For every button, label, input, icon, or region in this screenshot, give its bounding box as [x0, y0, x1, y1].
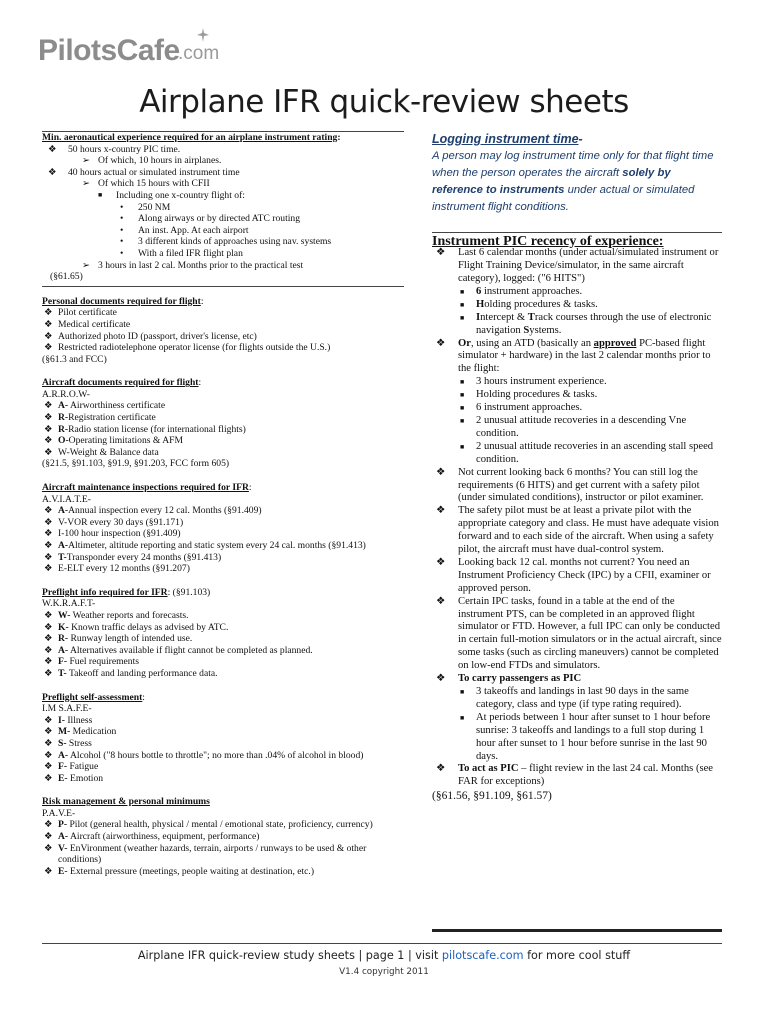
acronym-letter: T-: [58, 667, 67, 679]
list-item-text: Alcohol ("8 hours bottle to throttle"; no more than .04% of alcohol in blood): [68, 749, 364, 761]
list-item-text: – flight review in the last 24 cal. Months (see FAR for exceptions): [458, 763, 714, 788]
bullet-marker: ❖: [44, 505, 53, 517]
risk-list: [42, 819, 404, 877]
list-item-text: Transponder every 24 months (§91.413): [66, 551, 222, 563]
list-item-text: Last 6 calendar months (under actual/simulated instrument or Flight Training Device/simulator, in the same aircraft category), logged: ("6 HITS"): [458, 247, 719, 284]
right-column-rule: [432, 929, 722, 932]
list-item: [42, 178, 404, 190]
list-item: [42, 668, 404, 680]
list-item-text: I: [476, 311, 481, 323]
bullet-marker: •: [120, 236, 124, 248]
list-item: [42, 447, 404, 459]
min-experience-ref: (§61.65): [50, 271, 83, 283]
list-item: [42, 213, 404, 225]
list-item: [432, 247, 722, 286]
pilotscafe-link[interactable]: pilotscafe.com: [441, 949, 524, 962]
list-item: [432, 415, 722, 441]
bullet-marker: ❖: [436, 556, 446, 568]
list-item: [432, 686, 722, 712]
bullet-marker: ❖: [44, 540, 53, 551]
bullet-marker: ■: [460, 300, 465, 309]
bullet-marker: ❖: [48, 143, 57, 155]
maintenance-list: [42, 505, 404, 575]
list-item: [42, 610, 404, 622]
list-item: [432, 402, 722, 415]
bullet-marker: ❖: [44, 516, 53, 528]
preflight-info-heading: Preflight info required for IFR: [42, 586, 168, 598]
bullet-marker: ■: [460, 713, 465, 722]
risk-acronym: P.A.V.E-: [42, 807, 76, 819]
list-item: [42, 622, 404, 634]
bullet-marker: ❖: [44, 528, 53, 540]
pilotscafe-logo[interactable]: [38, 28, 258, 72]
bullet-marker: ❖: [436, 505, 446, 517]
maintenance-heading: Aircraft maintenance inspections required for IFR: [42, 482, 249, 494]
list-item: [42, 248, 404, 260]
page-title: Airplane IFR quick-review sheets: [139, 84, 629, 120]
self-assessment-section: Preflight self-assessment: I.M S.A.F.E- ❖ I- Illness ❖ M- Medication ❖ S- Stress ❖ A- Alcohol ("8 hours bottle to throttle"; no more than .04% of alcohol in blood) ❖ F- Fatigue ❖ E- Emotion: [42, 692, 404, 785]
list-item-text: An inst. App. At each airport: [138, 224, 249, 236]
recency-section: Instrument PIC recency of experience: ❖ Last 6 calendar months (under actual/simulated instrument or Flight Training Device/simulator, in the same aircraft category), logged: ("6 HITS") ■ 6 instrument approaches. ■ Holding procedures & tasks. ■ Intercept & Track courses through the use of electronic navigation Systems. ❖ Or, using an ATD (basically an approved PC-based flight simulator + hardware) in the last 2 calendar months prior to the flight: ■ 3 hours instrument experience. ■ Holding procedures & tasks. ■ 6 instrument approaches. ■ 2 unusual attitude recoveries in a descending Vne condition. ■ 2 unusual attitude recoveries in an ascending stall speed condition. ❖ Not current looking back 6 months? You can still log the requirements (6 HITS) and get current with a safety pilot (under simulated conditions), instructor or pilot examiner. ❖ The safety pilot must be at least a private pilot with the appropriate category and class. He must have adequate vision forward and to each side of the aircraft. When using a safety pilot, the aircraft must have dual-control system. ❖ Looking back 12 cal. months not current? You need an Instrument Proficiency Check (IPC) by a CFII, examiner or approved person. ❖ Certain IPC tasks, found in a table at the end of the instrument PTS, can be completed in an approved flight simulator or FTD. However, a full IPC can only be conducted in certain full-motion simulators or in the actual aircraft, since some tasks (such as circling maneuvers) cannot be completed on low-end FTDs and simulators. ❖ To carry passengers as PIC ■ 3 takeoffs and landings in last 90 days in the same category, class and type (if type rating required). ■ At periods between 1 hour after sunset to 1 hour before sunrise: 3 takeoffs and landings to a full stop during 1 hour after sunset to 1 hour before sunrise in the last 90 days. ❖ To act as PIC – flight review in the last 24 cal. Months (see FAR for exceptions) (§61.56, §91.109, §61.57): [432, 233, 722, 803]
list-item-text: Pilot (general health, physical / mental / emotional state, proficiency, currency): [67, 819, 373, 831]
list-item: [42, 400, 404, 412]
bullet-marker: ❖: [44, 656, 53, 668]
list-item-text: Medication: [70, 726, 117, 738]
bullet-marker: ❖: [44, 330, 53, 342]
list-item-text: W-Weight & Balance data: [58, 446, 159, 458]
preflight-info-acronym: W.K.R.A.F.T-: [42, 598, 96, 610]
list-item: [42, 843, 404, 866]
acronym-letter: W-: [58, 609, 71, 621]
list-item: [42, 225, 404, 237]
logo-dotcom: .com: [178, 43, 220, 64]
list-item-text: Annual inspection every 12 cal. Months (§91.409): [68, 505, 262, 517]
list-item-text: Operating limitations & AFM: [68, 435, 183, 447]
list-item: [432, 299, 722, 312]
recency-list: [432, 247, 722, 789]
list-item: [42, 540, 404, 552]
list-item: [42, 866, 404, 878]
bullet-marker: ❖: [436, 247, 446, 259]
bullet-marker: ❖: [436, 595, 446, 607]
bullet-marker: ■: [98, 190, 103, 199]
self-assessment-acronym: I.M S.A.F.E-: [42, 703, 92, 715]
list-item: [42, 202, 404, 214]
aircraft-docs-acronym: A.R.R.O.W-: [42, 388, 90, 400]
bullet-marker: ❖: [44, 400, 53, 412]
acronym-letter: V-: [58, 842, 68, 854]
list-item: [42, 505, 404, 517]
list-item-text: E-ELT every 12 months (§91.207): [58, 563, 190, 575]
list-item: [42, 260, 404, 272]
list-item: [432, 557, 722, 596]
list-item-text: Along airways or by directed ATC routing: [138, 213, 300, 225]
bullet-marker: ❖: [48, 166, 57, 178]
min-experience-heading: Min. aeronautical experience required for an airplane instrument rating: [42, 132, 338, 143]
min-experience-section: Min. aeronautical experience required for an airplane instrument rating: ❖ 50 hours x-country PIC time. ➢ Of which, 10 hours in airplanes. ❖ 40 hours actual or simulated instrument time ➢ Of which 15 hours with CFII ■ Including one x-country flight of: • 250 NM • Along airways or by directed ATC routing • An inst. App. At each airport • 3 different kinds of approaches using nav. systems • With a filed IFR flight plan ➢ 3 hours in last 2 cal. Months prior to the practical test (§61.65): [42, 131, 404, 287]
list-item: [42, 155, 404, 167]
aircraft-docs-list: [42, 400, 404, 458]
recency-heading: Instrument PIC recency of experience: [432, 233, 659, 249]
list-item-text: Not current looking back 6 months? You can still log the requirements (6 HITS) and get current with a safety pilot (under simulated conditions), instructor or pilot examiner.: [458, 466, 704, 504]
bullet-marker: •: [120, 201, 124, 213]
bullet-marker: ❖: [44, 446, 53, 458]
list-item-text: rack courses through the use of electronic navigation: [476, 311, 712, 336]
acronym-letter: E-: [58, 865, 68, 877]
acronym-letter: A-: [58, 749, 69, 761]
list-item: [432, 505, 722, 557]
list-item-text: Alternatives available if flight cannot be completed as planned.: [68, 644, 313, 656]
personal-docs-list: [42, 307, 404, 353]
list-item-text: 40 hours actual or simulated instrument time: [68, 166, 240, 178]
bullet-marker: ❖: [44, 633, 53, 645]
bullet-marker: ❖: [44, 749, 53, 761]
list-item-text: Authorized photo ID (passport, driver's license, etc): [58, 330, 257, 342]
personal-docs-section: Personal documents required for flight: ❖ Pilot certificate ❖ Medical certificate ❖ Authorized photo ID (passport, driver's license, etc) ❖ Restricted radiotelephone operator license (for flights outside the U.S.) (§61.3 and FCC): [42, 296, 404, 366]
list-item: [432, 376, 722, 389]
risk-heading: Risk management & personal minimums: [42, 796, 210, 808]
list-item-text: Or: [458, 337, 471, 349]
list-item: [42, 645, 404, 657]
bullet-marker: ❖: [44, 819, 53, 831]
bullet-marker: •: [120, 213, 124, 225]
acronym-letter: O-: [58, 435, 69, 447]
logo-brand: PilotsCafe: [38, 34, 180, 67]
right-column: [432, 134, 722, 803]
list-item-text: Holding procedures & tasks.: [476, 389, 598, 401]
list-item-text: Aircraft (airworthiness, equipment, performance): [68, 831, 260, 843]
aircraft-docs-ref: (§21.5, §91.103, §91.9, §91.203, FCC form 605): [42, 458, 230, 470]
list-item-text: To carry passengers as PIC: [458, 673, 582, 685]
bullet-marker: ■: [460, 416, 465, 425]
list-item: [42, 773, 404, 785]
list-item: [42, 831, 404, 843]
bullet-marker: ❖: [44, 435, 53, 447]
list-item: [432, 389, 722, 402]
list-item: [42, 331, 404, 343]
list-item: [432, 467, 722, 506]
acronym-letter: A-: [58, 831, 69, 843]
bullet-marker: ❖: [44, 737, 53, 749]
bullet-marker: ❖: [44, 609, 53, 621]
footer-text: Airplane IFR quick-review study sheets | page 1 | visit pilotscafe.com for more cool stuff: [137, 949, 631, 962]
list-item-text: Pilot certificate: [58, 307, 117, 319]
bullet-marker: ■: [460, 688, 465, 696]
list-item-text: Certain IPC tasks, found in a table at the end of the instrument PTS, can be completed in an approved flight simulator or FTD. However, a full IPC can only be conducted in certain full-motion simulators or in the actual aircraft, since some tasks (such as circling maneuvers) cannot be completed on low-end FTDs and simulators.: [458, 595, 722, 672]
list-item: [42, 726, 404, 738]
list-item-text: 3 takeoffs and landings in last 90 days in the same category, class and type (if type rating required).: [476, 686, 689, 710]
list-item-text: Restricted radiotelephone operator license (for flights outside the U.S.): [58, 342, 331, 354]
list-item-text: V-VOR every 30 days (§91.171): [58, 516, 184, 528]
list-item: [42, 715, 404, 727]
list-item: [42, 738, 404, 750]
list-item-text: Illness: [64, 714, 93, 726]
personal-docs-heading: Personal documents required for flight: [42, 295, 201, 307]
acronym-letter: R-: [58, 423, 69, 435]
list-item-text: 2 unusual attitude recoveries in a descending Vne condition.: [476, 414, 687, 439]
bullet-marker: ❖: [436, 337, 446, 349]
list-item-text: 3 hours instrument experience.: [476, 376, 607, 388]
list-item: [432, 763, 722, 789]
bullet-marker: ■: [460, 404, 465, 413]
list-item-text: 3 different kinds of approaches using nav. systems: [138, 236, 332, 248]
list-item-text: Radio station license (for international flights): [68, 423, 246, 435]
list-item-text: Runway length of intended use.: [68, 633, 193, 645]
self-assessment-list: [42, 715, 404, 785]
bullet-marker: ❖: [44, 667, 53, 679]
acronym-letter: M-: [58, 726, 71, 738]
acronym-letter: A-: [58, 400, 69, 412]
list-item: [42, 319, 404, 331]
acronym-letter: F-: [58, 656, 68, 668]
bullet-marker: ❖: [44, 772, 53, 784]
bullet-marker: ❖: [44, 412, 53, 424]
preflight-info-list: [42, 610, 404, 680]
list-item: [42, 144, 404, 156]
list-item: [42, 236, 404, 248]
copyright-text: V1.4 copyright 2011: [339, 967, 429, 977]
list-item: [42, 412, 404, 424]
bullet-marker: ❖: [44, 842, 53, 854]
bullet-marker: ➢: [82, 259, 91, 271]
recency-ref: (§61.56, §91.109, §61.57): [432, 790, 552, 803]
list-item-text: olding procedures & tasks.: [484, 298, 598, 310]
list-item-text: The safety pilot must be at least a private pilot with the appropriate category and class. He must have adequate vision forward and to each side of the aircraft. When using a safety pilot, the aircraft must have dual-control system.: [458, 505, 719, 556]
acronym-letter: P-: [58, 819, 68, 831]
bullet-marker: ❖: [44, 865, 53, 877]
acronym-letter: I-: [58, 714, 65, 726]
acronym-letter: K-: [58, 621, 69, 633]
maintenance-acronym: A.V.I.A.T.E-: [42, 493, 91, 505]
list-item: [42, 761, 404, 773]
bullet-marker: •: [120, 224, 124, 236]
list-item: [42, 307, 404, 319]
maintenance-section: Aircraft maintenance inspections required for IFR: A.V.I.A.T.E- ❖ A-Annual inspection every 12 cal. Months (§91.409) ❖ V-VOR every 30 days (§91.171) ❖ I-100 hour inspection (§91.409) ❖ A-Altimeter, altitude reporting and static system every 24 cal. months (§91.413) ❖ T-Transponder every 24 months (§91.413) ❖ E-ELT every 12 months (§91.207): [42, 482, 404, 575]
list-item: [42, 819, 404, 831]
airplane-icon: [196, 28, 210, 42]
bullet-marker: ❖: [44, 342, 53, 354]
acronym-letter: S-: [58, 737, 67, 749]
bullet-marker: ❖: [44, 644, 53, 656]
list-item: [42, 190, 404, 202]
list-item-text: approved: [593, 337, 637, 349]
bullet-marker: ❖: [44, 831, 53, 843]
bullet-marker: ■: [460, 378, 465, 387]
list-item-text: ystems.: [529, 324, 562, 336]
list-item-text: 50 hours x-country PIC time.: [68, 143, 181, 155]
risk-section: [42, 796, 404, 877]
bullet-marker: ❖: [44, 423, 53, 435]
list-item-text: Stress: [66, 737, 92, 749]
list-item: [42, 517, 404, 529]
bullet-marker: ❖: [44, 307, 53, 319]
bullet-marker: ❖: [44, 621, 53, 633]
personal-docs-ref: (§61.3 and FCC): [42, 353, 107, 365]
bullet-marker: •: [120, 247, 124, 259]
list-item: [432, 712, 722, 764]
bullet-marker: ❖: [436, 673, 446, 685]
aircraft-docs-section: Aircraft documents required for flight: A.R.R.O.W- ❖ A- Airworthiness certificate ❖ R-Registration certificate ❖ R-Radio station license (for international flights) ❖ O-Operating limitations & AFM ❖ W-Weight & Balance data (§21.5, §91.103, §91.9, §91.203, FCC form 605): [42, 377, 404, 470]
list-item-text: EnVironment (weather hazards, terrain, airports / runways to be used & other conditions): [58, 842, 367, 866]
list-item-text: Including one x-country flight of:: [116, 189, 245, 201]
list-item-text: Takeoff and landing performance data.: [66, 667, 218, 679]
list-item-text: Emotion: [67, 772, 104, 784]
left-column: [42, 131, 404, 877]
list-item-text: T: [527, 311, 535, 323]
list-item-text: Fuel requirements: [67, 656, 139, 668]
bullet-marker: ■: [460, 287, 465, 296]
list-item-text: 2 unusual attitude recoveries in an ascending stall speed condition.: [476, 440, 714, 465]
acronym-letter: F-: [58, 761, 68, 773]
list-item: [42, 633, 404, 645]
list-item: [42, 552, 404, 564]
list-item-text: Looking back 12 cal. months not current? You need an Instrument Proficiency Check (IPC) by a CFII, examiner or approved person.: [458, 556, 711, 594]
acronym-letter: A-: [58, 505, 69, 517]
list-item-text: To act as PIC: [458, 763, 519, 775]
list-item-text: Airworthiness certificate: [68, 400, 166, 412]
list-item-text: Medical certificate: [58, 318, 131, 330]
logging-text: A person may log instrument time only for that flight time when the person operates the aircraft solely by reference to instruments under actual or simulated instrument flight conditions.: [432, 149, 714, 213]
list-item: [42, 167, 404, 179]
bullet-marker: ■: [460, 391, 465, 400]
aircraft-docs-heading: Aircraft documents required for flight: [42, 377, 199, 389]
list-item-text: 3 hours in last 2 cal. Months prior to the practical test: [98, 259, 304, 271]
bullet-marker: ❖: [44, 563, 53, 575]
bullet-marker: ❖: [44, 318, 53, 330]
list-item: [42, 750, 404, 762]
list-item-text: Weather reports and forecasts.: [70, 609, 189, 621]
list-item-text: Of which, 10 hours in airplanes.: [98, 155, 222, 167]
list-item-text: ntercept &: [480, 311, 528, 323]
bullet-marker: ➢: [82, 155, 91, 167]
bullet-marker: ■: [460, 442, 465, 451]
acronym-letter: R-: [58, 633, 69, 645]
list-item: [42, 563, 404, 575]
list-item: [42, 424, 404, 436]
list-item-text: I-100 hour inspection (§91.409): [58, 528, 181, 540]
bullet-marker: ❖: [436, 763, 446, 775]
list-item-text: Of which 15 hours with CFII: [98, 178, 210, 190]
list-item-text: instrument approaches.: [481, 285, 583, 297]
list-item-text: 6 instrument approaches.: [476, 402, 583, 414]
bullet-marker: ❖: [44, 726, 53, 738]
list-item-text: S: [523, 324, 530, 336]
bullet-marker: ❖: [44, 551, 53, 563]
list-item-text: Registration certificate: [68, 412, 156, 424]
list-item: [432, 673, 722, 686]
preflight-info-section: Preflight info required for IFR: (§91.103) W.K.R.A.F.T- ❖ W- Weather reports and forecasts. ❖ K- Known traffic delays as advised by ATC. ❖ R- Runway length of intended use. ❖ A- Alternatives available if flight cannot be completed as planned. ❖ F- Fuel requirements ❖ T- Takeoff and landing performance data.: [42, 587, 404, 680]
list-item-text: With a filed IFR flight plan: [138, 247, 243, 259]
list-item: [42, 656, 404, 668]
list-item-text: Fatigue: [67, 761, 99, 773]
list-item-text: H: [476, 298, 485, 310]
list-item-text: 250 NM: [138, 201, 171, 213]
footer-divider: [42, 943, 722, 944]
logging-heading: Logging instrument time: [432, 132, 579, 146]
list-item: [42, 528, 404, 540]
list-item: [432, 286, 722, 299]
acronym-letter: A-: [58, 540, 69, 551]
logging-section: Logging instrument time- A person may log instrument time only for that flight time when the person operates the aircraft solely by reference to instruments under actual or simulated instrument flight conditions.: [432, 134, 722, 216]
list-item: [432, 312, 722, 338]
bullet-marker: ■: [460, 313, 465, 322]
list-item-text: PC-based flight simulator + hardware) in the last 2 calendar months prior to the flight:: [458, 337, 711, 375]
list-item-text: Known traffic delays as advised by ATC.: [68, 621, 229, 633]
self-assessment-heading: Preflight self-assessment: [42, 691, 143, 703]
acronym-letter: T-: [58, 551, 67, 563]
list-item: [42, 435, 404, 447]
list-item-text: At periods between 1 hour after sunset to 1 hour before sunrise: 3 takeoffs and landings to a full stop during 1 hour after sunset to 1 hour before sunrise in the last 90 days.: [476, 711, 711, 762]
list-item-text: External pressure (meetings, people waiting at destination, etc.): [67, 865, 315, 877]
list-item: [432, 338, 722, 377]
bullet-marker: ➢: [82, 178, 91, 190]
min-experience-list: [42, 144, 404, 272]
bullet-marker: ❖: [44, 761, 53, 773]
list-item-text: , using an ATD (basically an: [470, 337, 594, 349]
acronym-letter: A-: [58, 644, 69, 656]
list-item: [432, 441, 722, 467]
list-item-text: Altimeter, altitude reporting and static system every 24 cal. months (§91.413): [68, 540, 366, 551]
acronym-letter: R-: [58, 412, 69, 424]
list-item: [432, 596, 722, 673]
list-item: [42, 342, 404, 354]
bullet-marker: ❖: [436, 466, 446, 478]
acronym-letter: E-: [58, 772, 68, 784]
bullet-marker: ❖: [44, 714, 53, 726]
list-item-text: 6: [476, 285, 482, 297]
